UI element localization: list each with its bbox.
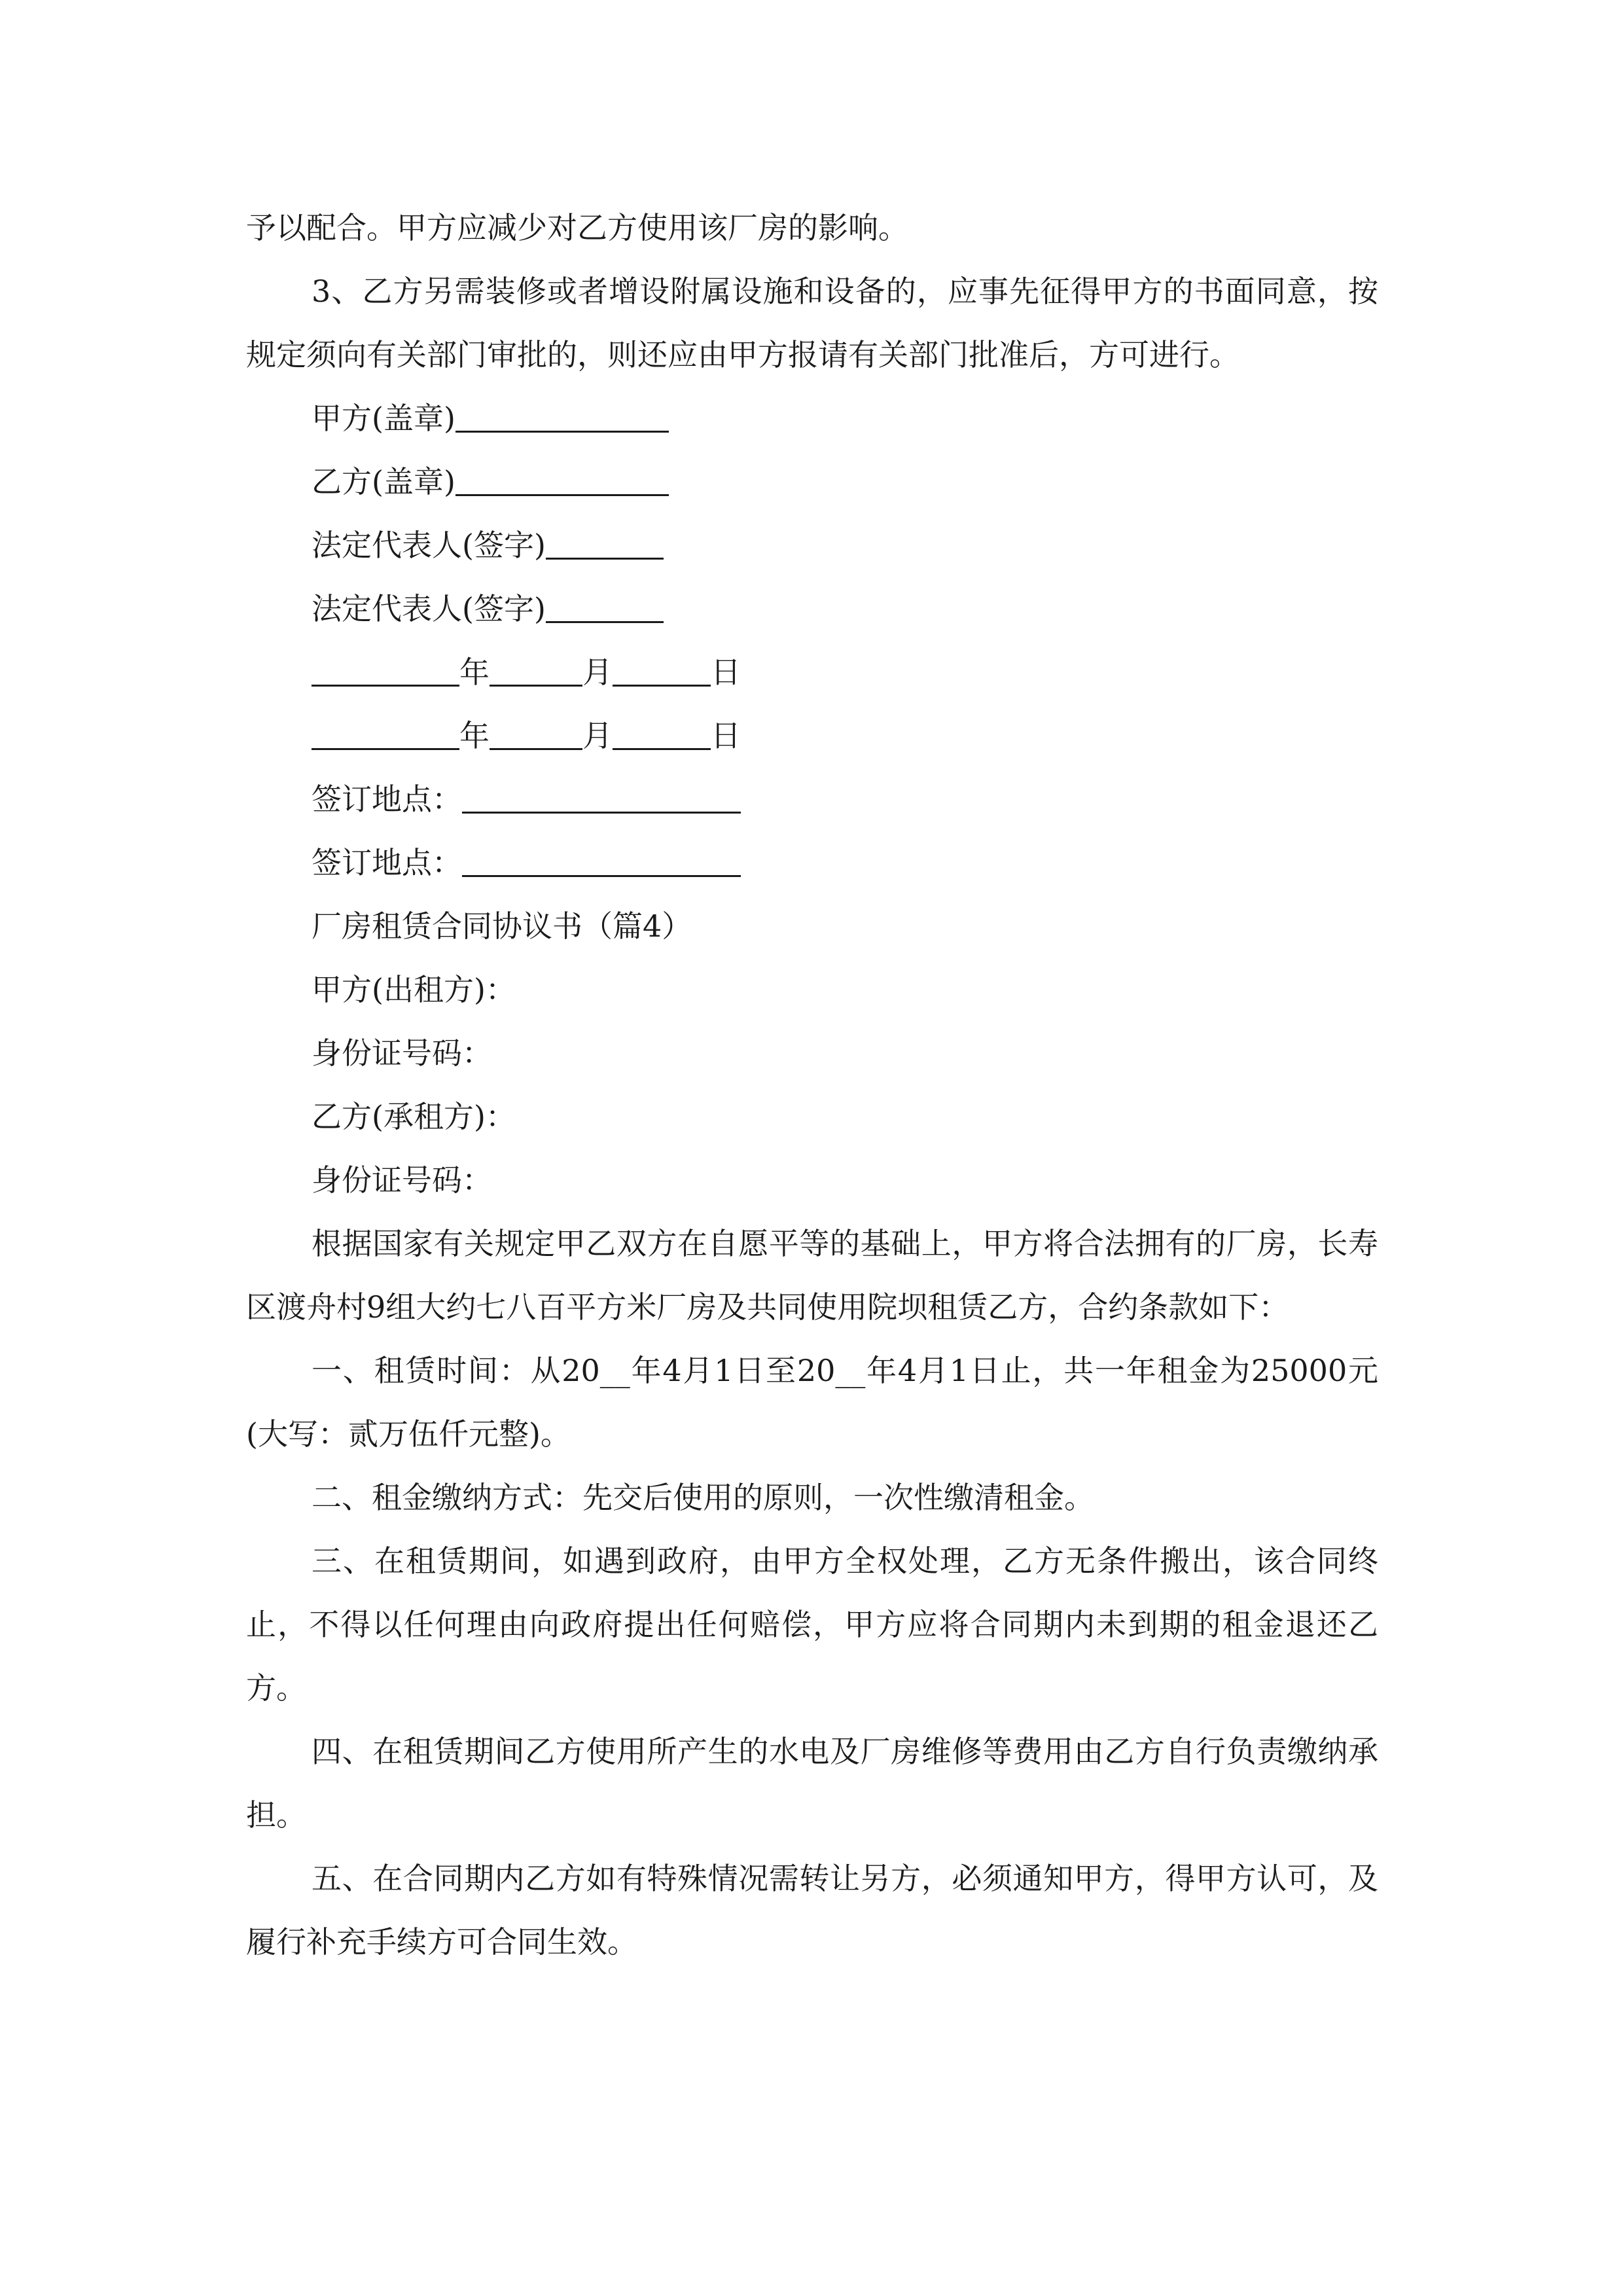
year-blank-1 xyxy=(312,651,459,687)
day-blank-1 xyxy=(613,651,711,687)
party-a-seal-label: 甲方(盖章) xyxy=(312,401,455,436)
place-line-2 xyxy=(246,831,1378,895)
party-a-id-number: 身份证号码： xyxy=(312,1035,492,1071)
party-a-lessor: 甲方(出租方)： xyxy=(312,972,516,1007)
clause-3: 3、乙方另需装修或者增设附属设施和设备的，应事先征得甲方的书面同意，按规定须向有关部门审批的，则还应由甲方报请有关部门批准后，方可进行。 xyxy=(246,274,1378,372)
term-5: 五、在合同期内乙方如有特殊情况需转让另方，必须通知甲方，得甲方认可，及履行补充手续方可合同生效。 xyxy=(246,1861,1378,1960)
legal-rep-label-2: 法定代表人(签字) xyxy=(312,591,546,626)
date-line-2 xyxy=(246,704,1378,768)
legal-rep-label-1: 法定代表人(签字) xyxy=(312,528,546,563)
intro-paragraph: 根据国家有关规定甲乙双方在自愿平等的基础上，甲方将合法拥有的厂房，长寿区渡舟村9组大约七八百平方米厂房及共同使用院坝租赁乙方，合约条款如下： xyxy=(246,1226,1378,1325)
legal-rep-blank-2 xyxy=(546,587,664,623)
year-blank-2 xyxy=(312,714,459,750)
place-label-1: 签订地点： xyxy=(312,781,462,817)
party-b-seal-blank xyxy=(455,460,669,496)
day-blank-2 xyxy=(613,714,711,750)
day-label-1: 日 xyxy=(711,655,741,690)
month-label-1: 月 xyxy=(582,655,613,690)
legal-rep-blank-1 xyxy=(546,524,664,560)
place-blank-1 xyxy=(462,778,741,814)
year-label-2: 年 xyxy=(459,718,490,753)
document-page xyxy=(246,196,1378,1974)
party-b-id-number: 身份证号码： xyxy=(312,1162,492,1198)
legal-rep-line-1 xyxy=(246,514,1378,577)
month-label-2: 月 xyxy=(582,718,613,753)
term-3: 三、在租赁期间，如遇到政府，由甲方全权处理，乙方无条件搬出，该合同终止，不得以任何理由向政府提出任何赔偿，甲方应将合同期内未到期的租金退还乙方。 xyxy=(246,1543,1378,1706)
continued-paragraph: 予以配合。甲方应减少对乙方使用该厂房的影响。 xyxy=(246,210,908,245)
party-a-seal-line xyxy=(246,387,1378,450)
place-blank-2 xyxy=(462,841,741,877)
year-label-1: 年 xyxy=(459,655,490,690)
month-blank-2 xyxy=(490,714,582,750)
party-a-seal-blank xyxy=(455,397,669,433)
party-b-seal-line xyxy=(246,450,1378,514)
term-4: 四、在租赁期间乙方使用所产生的水电及厂房维修等费用由乙方自行负责缴纳承担。 xyxy=(246,1734,1378,1833)
section-title: 厂房租赁合同协议书（篇4） xyxy=(312,908,692,944)
party-b-lessee: 乙方(承租方)： xyxy=(312,1099,516,1134)
term-2: 二、租金缴纳方式：先交后使用的原则，一次性缴清租金。 xyxy=(312,1480,1094,1515)
term-1: 一、租赁时间：从20__年4月1日至20__年4月1日止，共一年租金为25000元(大写：贰万伍仟元整)。 xyxy=(246,1353,1378,1452)
party-b-seal-label: 乙方(盖章) xyxy=(312,464,455,499)
date-line-1 xyxy=(246,641,1378,704)
legal-rep-line-2 xyxy=(246,577,1378,641)
signature-block xyxy=(246,387,1378,895)
place-line-1 xyxy=(246,768,1378,831)
place-label-2: 签订地点： xyxy=(312,845,462,880)
day-label-2: 日 xyxy=(711,718,741,753)
month-blank-1 xyxy=(490,651,582,687)
